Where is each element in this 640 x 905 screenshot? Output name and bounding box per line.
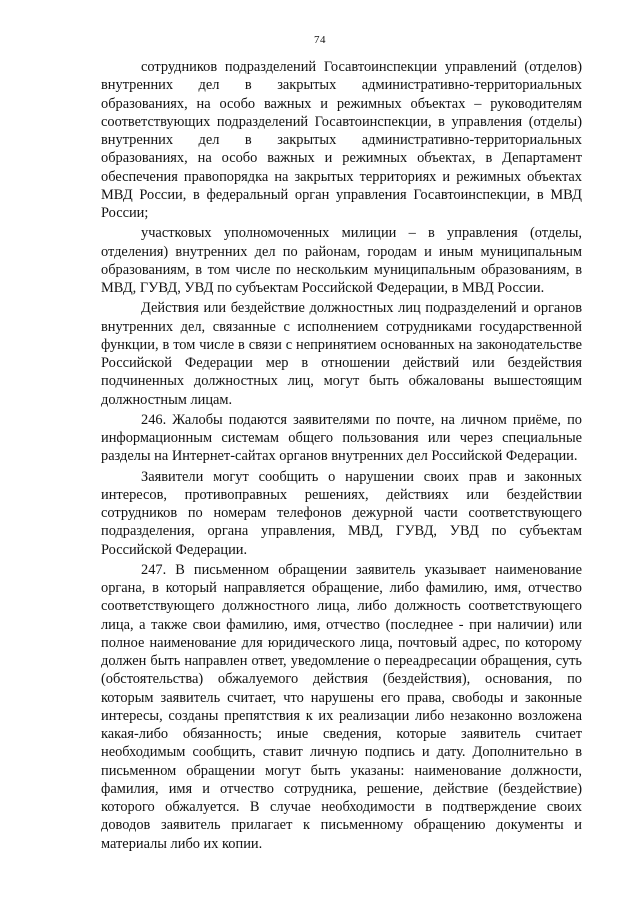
document-body [101, 58, 582, 855]
paragraph-phone-reporting: Заявители могут сообщить о нарушении своих прав и законных интересов, противоправных решениях, действиях или бездействии сотрудников по номерам телефонов дежурной части соответствующего подразделения, органа управления, МВД, ГУВД, УВД по субъектам Российской Федерации. [101, 468, 582, 558]
paragraph-appeal-of-actions: Действия или бездействие должностных лиц подразделений и органов внутренних дел, связанные с исполнением сотрудниками государственной функции, в том числе в связи с непринятием основанных на законодательстве Российской Федерации мер в отношении действий или бездействия подчиненных должностных лиц, могут быть обжалованы вышестоящим должностным лицам. [101, 300, 582, 408]
page-number: 74 [314, 34, 326, 46]
paragraph-247-written-appeal: 247. В письменном обращении заявитель указывает наименование органа, в который направляется обращение, либо фамилию, имя, отчество соответствующего должностного лица, либо должность соответствующего лица, а также свои фамилию, имя, отчество (последнее - при наличии) или полное наименование для юридического лица, почтовый адрес, по которому должен быть направлен ответ, уведомление о переадресации обращения, суть (обстоятельства) обжалуемого действия (бездействия), основания, по которым заявитель считает, что нарушены его права, свободы и законные интересы, созданы препятствия к их реализации либо незаконно возложена какая-либо обязанность; иные сведения, которые заявитель считает необходимым сообщить, ставит личную подпись и дату. Дополнительно в письменном обращении могут быть указаны: наименование должности, фамилия, имя и отчество сотрудника, решение, действие (бездействие) которого обжалуется. В случае необходимости в подтверждение своих доводов заявитель прилагает к письменному обращению документы и материалы либо их копии. [101, 561, 582, 852]
paragraph-traffic-police-officers: сотрудников подразделений Госавтоинспекции управлений (отделов) внутренних дел в закрытых административно-территориальных образованиях, на особо важных и режимных объектах – руководителям соответствующих подразделений Госавтоинспекции, в управления (отделы) внутренних дел в закрытых административно-территориальных образованиях, на особо важных и режимных объектах, в Департамент обеспечения правопорядка на закрытых территориях и режимных объектах МВД России, в федеральный орган управления Госавтоинспекции, в МВД России; [101, 59, 582, 221]
paragraph-246-complaint-submission: 246. Жалобы подаются заявителями по почте, на личном приёме, по информационным системам общего пользования или через специальные разделы на Интернет-сайтах органов внутренних дел Российской Федерации. [101, 411, 582, 465]
paragraph-district-officers: участковых уполномоченных милиции – в управления (отделы, отделения) внутренних дел по районам, городам и иным муниципальным образованиям, в том числе по нескольким муниципальным образованиям, в МВД, ГУВД, УВД по субъектам Российской Федерации, в МВД России. [101, 225, 582, 296]
